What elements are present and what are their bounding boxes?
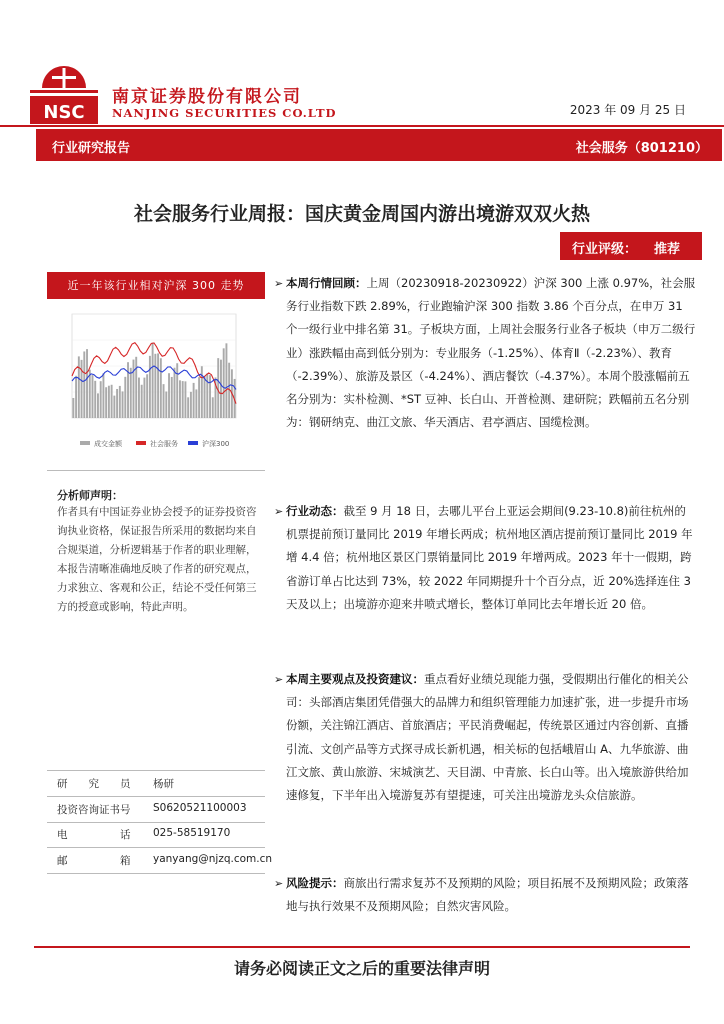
volume-bar: [179, 380, 181, 418]
volume-bar: [108, 386, 110, 418]
section-risk: [274, 872, 696, 918]
volume-bar: [135, 357, 137, 418]
arrow-bullet-icon: ➢: [274, 505, 284, 518]
analyst-statement: 作者具有中国证券业协会授予的证券投资咨询执业资格，保证报告所采用的数据均来自合规渠道，分析逻辑基于作者的职业理解，本报告清晰准确地反映了作者的研究观点，力求独立、客观和公正，结论不受任何第三方的授意或影响，特此声明。: [57, 506, 257, 613]
series-line-hs300: [72, 366, 236, 389]
volume-bar: [206, 373, 208, 418]
volume-bar: [92, 375, 94, 418]
logo-text: NSC: [43, 102, 85, 123]
volume-bar: [102, 373, 104, 418]
volume-bar: [105, 387, 107, 418]
volume-bar: [127, 362, 129, 418]
chart-box-title: 近一年该行业相对沪深 300 走势: [47, 272, 265, 299]
volume-bar: [72, 398, 74, 418]
header-banner: [36, 129, 722, 161]
industry-rating: [560, 232, 702, 260]
volume-bar: [100, 381, 102, 418]
volume-bar: [187, 397, 189, 418]
volume-bar: [209, 375, 211, 418]
volume-bar: [163, 384, 165, 418]
volume-bar: [146, 374, 148, 418]
volume-bar: [217, 358, 219, 418]
rating-label: 行业评级：: [572, 242, 638, 257]
section-text: 商旅出行需求复苏不及预期的风险；项目拓展不及预期风险；政策落地与执行效果不及预期风险；自然灾害风险。: [286, 876, 689, 914]
section-industry-news: [274, 500, 696, 616]
chart-divider: [47, 470, 265, 471]
info-row-analyst: [57, 772, 267, 796]
legend-swatch: [188, 441, 198, 445]
volume-bar: [133, 360, 135, 418]
company-name-cn: 南京证券股份有限公司: [112, 87, 302, 107]
volume-bar: [182, 381, 184, 418]
footer-divider: [34, 946, 690, 948]
industry-code: 社会服务（801210）: [575, 141, 708, 156]
volume-bar: [124, 377, 126, 418]
volume-bar: [204, 377, 206, 418]
section-heading: 行业动态：: [286, 504, 344, 518]
legend-swatch: [80, 441, 90, 445]
legend-label: 社会服务: [150, 440, 178, 448]
info-row-phone: [57, 823, 267, 847]
legend-label: 沪深300: [202, 440, 230, 448]
report-title: 社会服务行业周报：国庆黄金周国内游出境游双双火热: [133, 203, 590, 225]
volume-bar: [78, 356, 80, 418]
volume-bar: [220, 360, 222, 418]
trend-chart: [50, 306, 262, 456]
info-key: 邮 箱: [57, 855, 131, 867]
series-line-social-services: [72, 343, 236, 404]
legend-label: 成交金额: [94, 440, 122, 448]
volume-bar: [165, 391, 167, 418]
volume-bar: [201, 366, 203, 418]
volume-bar: [168, 373, 170, 418]
volume-bar: [157, 353, 159, 418]
arrow-bullet-icon: ➢: [274, 877, 284, 890]
volume-bar: [149, 356, 151, 418]
volume-bar: [113, 396, 115, 418]
info-divider: [47, 770, 265, 771]
section-investment-view: [274, 668, 696, 807]
info-key: 电 话: [57, 829, 131, 841]
volume-bar: [143, 378, 145, 418]
analyst-heading: 分析师声明：: [57, 489, 123, 502]
volume-bar: [119, 386, 121, 418]
section-text: 重点看好业绩兑现能力强，受假期出行催化的相关公司：头部酒店集团凭借强大的品牌力和组织管理能力加速扩张，进一步提升市场份额，关注锦江酒店、首旅酒店；平民消费崛起，传统景区通过内容创新、直播引流、文创产品等方式探寻成长新机遇，相关标的包括峨眉山 A、九华旅游、曲江文旅、黄山旅游、宋城演艺、天目湖、中青旅、长白山等。出入境旅游供给加速修复，下半年出入境游复苏有望提速，可关注出境游龙头众信旅游。: [286, 672, 689, 803]
volume-bar: [138, 378, 140, 418]
section-text: 截至 9 月 18 日，去哪儿平台上亚运会期间(9.23-10.8)前往杭州的机票提前预订量同比 2019 年增长两成；杭州地区酒店提前预订量同比 2019 年增 4.4 倍；杭州地区景区门票销量同比 2019 年增两成。2023 年十一假期，跨省游订单占比达到 73%，较 2022 年同期提升十个百分点，近 20%选择连住 3 天及以上；出境游亦迎来井喷式增长，整体订单同比去年增长近 20 倍。: [286, 504, 693, 611]
section-market-review: [274, 272, 696, 434]
info-key: 投资咨询证书号: [57, 804, 131, 816]
volume-bar: [223, 348, 225, 418]
volume-bar: [171, 377, 173, 418]
volume-bar: [141, 385, 143, 418]
info-value: 杨研: [153, 778, 174, 790]
info-key: 研 究 员: [57, 778, 131, 790]
legal-notice: 请务必阅读正文之后的重要法律声明: [233, 959, 490, 978]
volume-bar: [152, 343, 154, 418]
info-row-email: [57, 849, 273, 873]
volume-bar: [116, 389, 118, 418]
info-row-cert: [57, 798, 267, 822]
volume-bar: [174, 368, 176, 418]
volume-bar: [176, 363, 178, 418]
info-divider: [47, 847, 265, 848]
section-heading: 本周主要观点及投资建议：: [286, 672, 424, 686]
info-divider: [47, 873, 265, 874]
legend-swatch: [136, 441, 146, 445]
info-value: S0620521100003: [153, 802, 247, 814]
info-value: 025-58519170: [153, 827, 231, 839]
company-name-en: NANJING SECURITIES CO.LTD: [112, 106, 337, 120]
volume-bar: [130, 368, 132, 418]
volume-bar: [198, 377, 200, 418]
volume-bar: [195, 389, 197, 418]
report-type: 行业研究报告: [52, 141, 131, 156]
volume-bar: [184, 381, 186, 418]
arrow-bullet-icon: ➢: [274, 277, 284, 290]
section-text: 上周（20230918-20230922）沪深 300 上涨 0.97%，社会服务行业指数下跌 2.89%，行业跑输沪深 300 指数 3.86 个百分点，在申万 31 个一级行业中排名第 31。子板块方面，上周社会服务行业各子板块（申万二级行业）涨跌幅由高到低分别为：专业服务（-1.25%）、体育Ⅱ（-2.23%）、教育（-2.39%）、旅游及景区（-4.24%）、酒店餐饮（-4.37%）。本周个股涨幅前五名分别为：实朴检测、*ST 豆神、长白山、开普检测、建研院；跌幅前五名分别为：钢研纳克、曲江文旅、华天酒店、君亭酒店、国缆检测。: [286, 276, 696, 430]
volume-bar: [122, 391, 124, 418]
volume-bar: [154, 354, 156, 418]
nsc-logo: [28, 56, 100, 126]
volume-bar: [94, 381, 96, 418]
volume-bar: [86, 349, 88, 418]
volume-bar: [160, 358, 162, 418]
volume-bar: [225, 343, 227, 418]
volume-bar: [193, 383, 195, 418]
section-heading: 风险提示：: [286, 876, 344, 890]
volume-bar: [75, 376, 77, 418]
volume-bar: [83, 351, 85, 418]
report-date: 2023 年 09 月 25 日: [569, 103, 686, 117]
header-divider: [0, 125, 724, 127]
volume-bar: [190, 392, 192, 418]
volume-bar: [212, 397, 214, 418]
volume-bar: [111, 385, 113, 418]
info-value[interactable]: yanyang@njzq.com.cn: [153, 853, 273, 865]
arrow-bullet-icon: ➢: [274, 673, 284, 686]
rating-value: 推荐: [654, 242, 681, 257]
volume-bar: [89, 370, 91, 418]
info-divider: [47, 796, 265, 797]
volume-bar: [97, 393, 99, 418]
section-heading: 本周行情回顾：: [286, 276, 367, 290]
